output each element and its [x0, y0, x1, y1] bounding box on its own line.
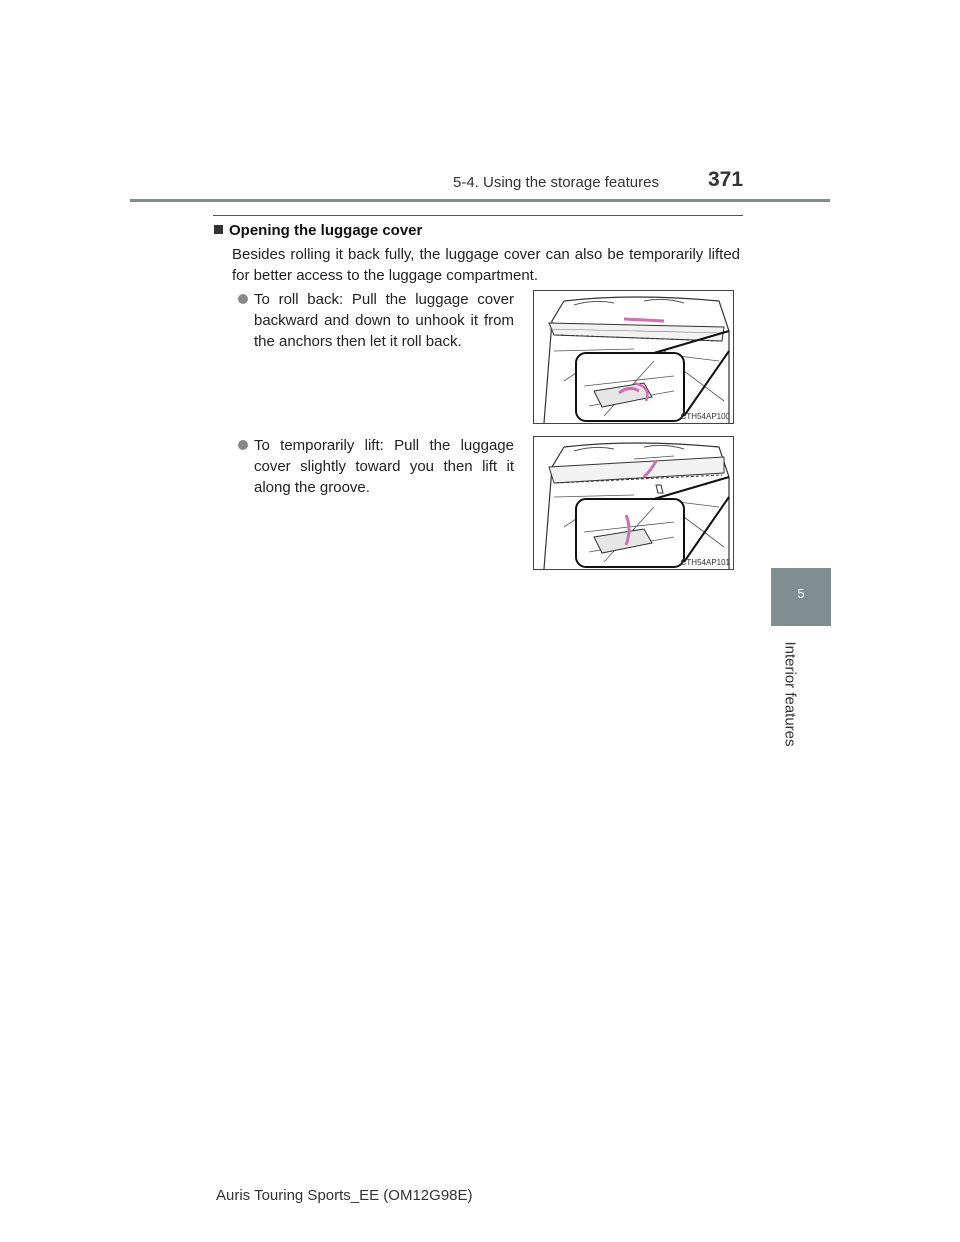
- figure-code: CTH54AP101: [680, 558, 730, 567]
- chapter-tab: [771, 568, 831, 626]
- luggage-cover-roll-back-drawing: [534, 291, 733, 423]
- page-number: 371: [708, 168, 744, 191]
- chapter-title: Interior features: [781, 641, 799, 747]
- footer-model: Auris Touring Sports_EE (OM12G98E): [216, 1187, 473, 1204]
- list-item-text: To roll back: Pull the luggage cover backward and down to unhook it from the anchors then let it roll back.: [254, 291, 514, 350]
- luggage-cover-lift-drawing: [534, 437, 733, 569]
- figure-code: CTH54AP100: [680, 412, 730, 421]
- illustration-temporarily-lift: [533, 436, 734, 570]
- section-heading: [214, 222, 422, 239]
- list-item-text: To temporarily lift: Pull the luggage cover slightly toward you then lift it along the groove.: [254, 437, 514, 496]
- list-item-roll-back: [238, 289, 514, 352]
- header-section-title: 5-4. Using the storage features: [453, 174, 659, 191]
- intro-paragraph: Besides rolling it back fully, the luggage cover can also be temporarily lifted for better access to the luggage compartment.: [232, 246, 740, 284]
- chapter-number: 5: [797, 586, 805, 601]
- header-rule: [130, 199, 830, 202]
- bullet-dot-icon: [238, 294, 248, 304]
- illustration-roll-back: [533, 290, 734, 424]
- section-heading-text: Opening the luggage cover: [229, 222, 423, 239]
- content-rule: [213, 215, 743, 216]
- list-item-temporarily-lift: [238, 435, 514, 498]
- bullet-dot-icon: [238, 440, 248, 450]
- chapter-title-vertical: [770, 634, 810, 754]
- square-bullet-icon: [214, 225, 223, 234]
